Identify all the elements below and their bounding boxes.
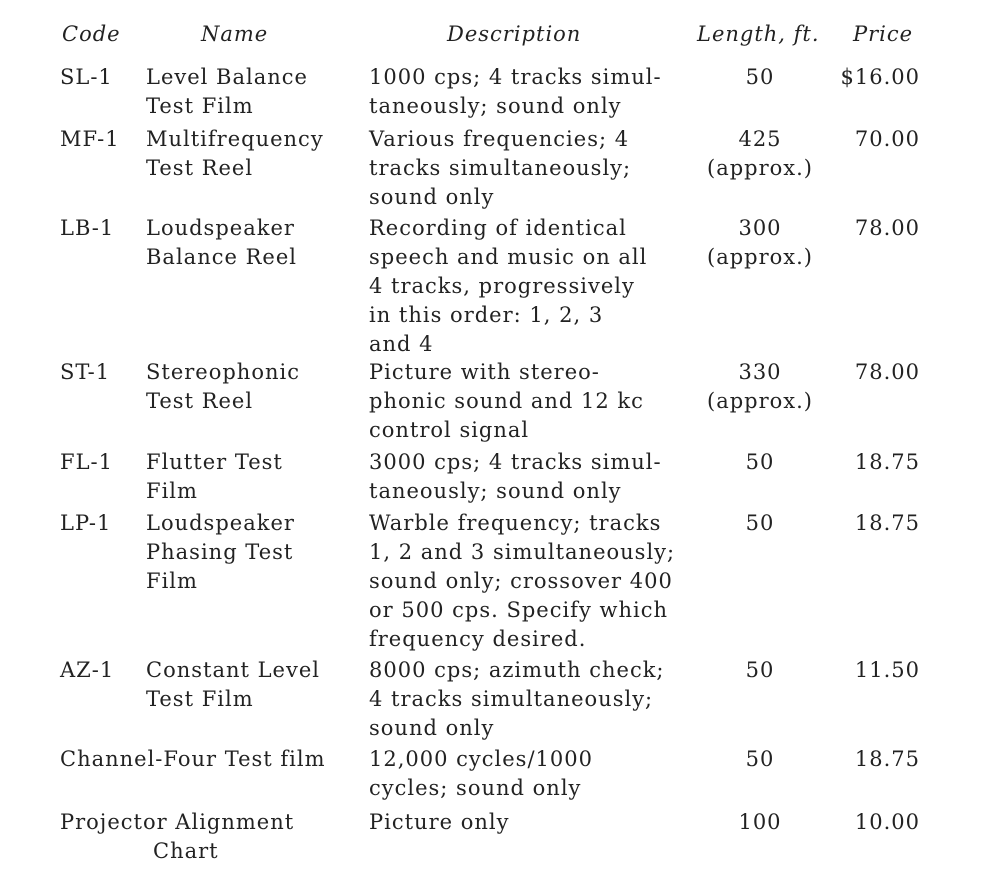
row-code: LB-1: [60, 216, 115, 240]
row-name: Multifrequency Test Reel: [146, 127, 324, 180]
row-code-name: Channel-Four Test film: [60, 747, 326, 771]
row-length: 50: [745, 450, 775, 474]
row-description: Various frequencies; 4 tracks simultaneously; sound only: [369, 127, 632, 209]
row-description: 3000 cps; 4 tracks simul- taneously; sound only: [369, 450, 662, 503]
row-code: SL-1: [60, 65, 113, 89]
row-price: 70.00: [854, 127, 920, 151]
row-length: 100: [738, 810, 782, 834]
header-price: Price: [853, 22, 914, 46]
row-price: 10.00: [854, 810, 920, 834]
row-code: LP-1: [60, 511, 112, 535]
row-price: 18.75: [854, 747, 920, 771]
row-code: ST-1: [60, 360, 111, 384]
row-code-name-continued: Chart: [153, 839, 219, 863]
header-code: Code: [62, 22, 121, 46]
row-description: 12,000 cycles/1000 cycles; sound only: [369, 747, 593, 800]
row-description: 1000 cps; 4 tracks simul- taneously; sound only: [369, 65, 662, 118]
row-code: AZ-1: [60, 658, 115, 682]
row-length: 50: [745, 65, 775, 89]
row-name: Stereophonic Test Reel: [146, 360, 300, 413]
row-description: Picture with stereo- phonic sound and 12 kc control signal: [369, 360, 644, 442]
row-code-name: Projector Alignment: [60, 810, 295, 834]
header-description: Description: [447, 22, 582, 46]
row-name: Level Balance Test Film: [146, 65, 308, 118]
row-length: 300 (approx.): [707, 216, 813, 269]
row-description: 8000 cps; azimuth check; 4 tracks simultaneously; sound only: [369, 658, 665, 740]
row-length: 330 (approx.): [707, 360, 813, 413]
row-length: 50: [745, 747, 775, 771]
row-name: Loudspeaker Phasing Test Film: [146, 511, 295, 593]
row-code: FL-1: [60, 450, 113, 474]
header-name: Name: [201, 22, 269, 46]
row-description: Recording of identical speech and music on all 4 tracks, progressively in this order: 1, 2, 3 and 4: [369, 216, 648, 356]
row-length: 50: [745, 658, 775, 682]
row-name: Flutter Test Film: [146, 450, 283, 503]
row-description: Picture only: [369, 810, 510, 834]
row-price: $16.00: [840, 65, 920, 89]
row-length: 50: [745, 511, 775, 535]
row-price: 18.75: [854, 511, 920, 535]
row-price: 18.75: [854, 450, 920, 474]
row-price: 11.50: [854, 658, 920, 682]
row-price: 78.00: [854, 216, 920, 240]
row-length: 425 (approx.): [707, 127, 813, 180]
row-price: 78.00: [854, 360, 920, 384]
row-code: MF-1: [60, 127, 120, 151]
header-length: Length, ft.: [697, 22, 820, 46]
row-description: Warble frequency; tracks 1, 2 and 3 simultaneously; sound only; crossover 400 or 500 cps. Specify which frequency desired.: [369, 511, 676, 651]
row-name: Loudspeaker Balance Reel: [146, 216, 297, 269]
row-name: Constant Level Test Film: [146, 658, 320, 711]
